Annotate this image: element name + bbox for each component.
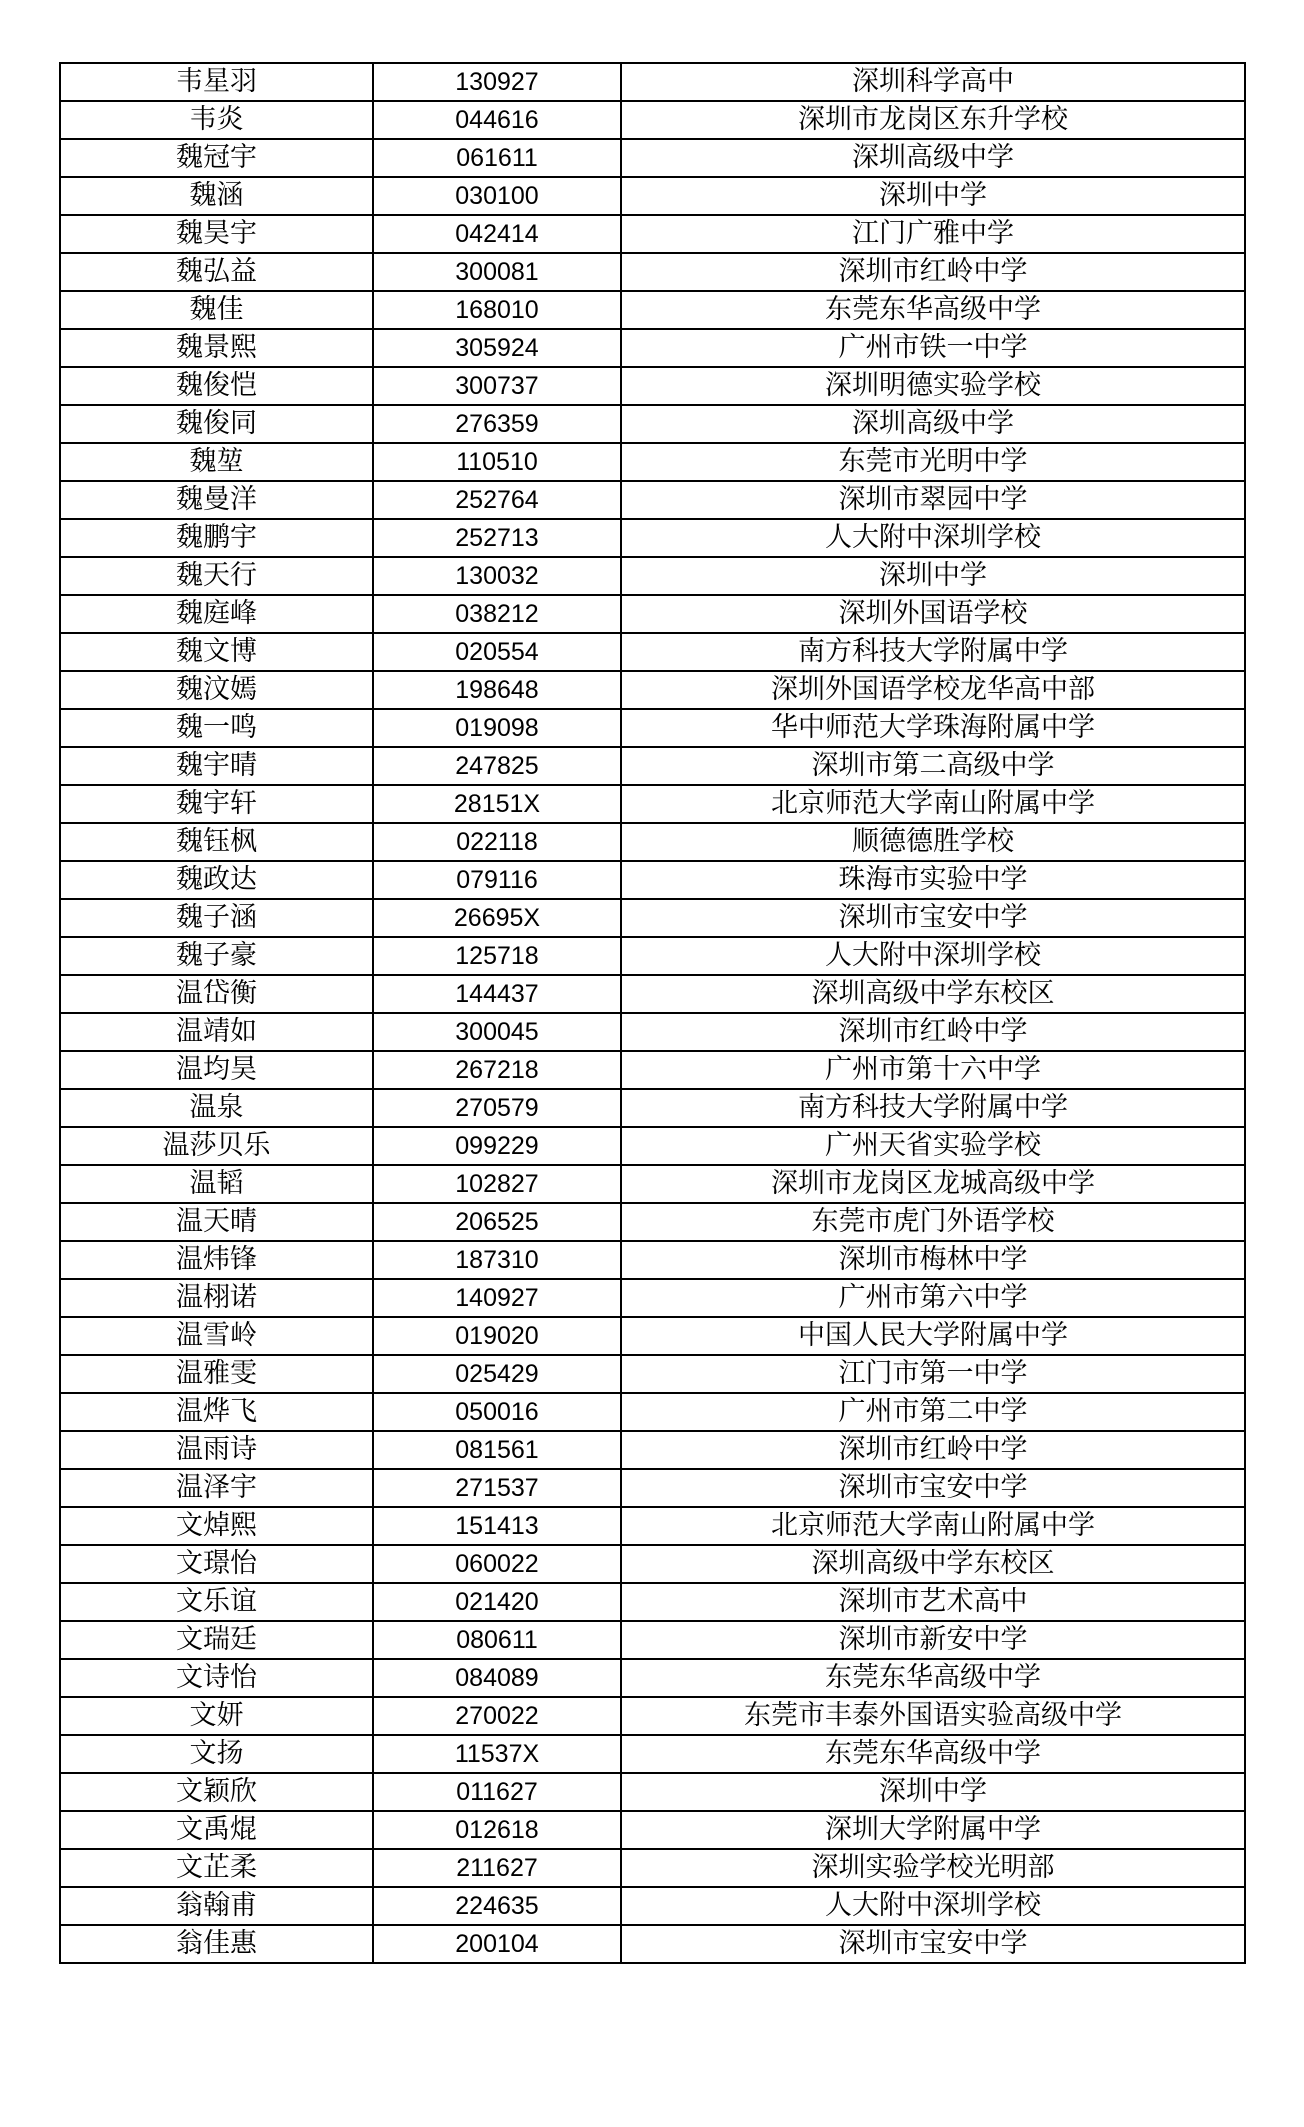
roster-body: [60, 63, 1245, 1963]
student-name-cell: 文禹焜: [60, 1811, 373, 1849]
student-name-cell: 魏宇轩: [60, 785, 373, 823]
table-row: [60, 177, 1245, 215]
student-name-cell: 翁翰甫: [60, 1887, 373, 1925]
table-row: [60, 595, 1245, 633]
school-name-cell: 东莞市丰泰外国语实验高级中学: [621, 1697, 1245, 1735]
student-name-cell: 文诗怡: [60, 1659, 373, 1697]
student-name-cell: 温泽宇: [60, 1469, 373, 1507]
student-name-cell: 文璟怡: [60, 1545, 373, 1583]
school-name-cell: 深圳市翠园中学: [621, 481, 1245, 519]
school-name-cell: 江门广雅中学: [621, 215, 1245, 253]
student-name-cell: 文芷柔: [60, 1849, 373, 1887]
student-id-cell: 130032: [373, 557, 621, 595]
student-id-cell: 079116: [373, 861, 621, 899]
school-name-cell: 深圳市宝安中学: [621, 899, 1245, 937]
student-name-cell: 文乐谊: [60, 1583, 373, 1621]
school-name-cell: 东莞市虎门外语学校: [621, 1203, 1245, 1241]
student-id-cell: 081561: [373, 1431, 621, 1469]
table-row: [60, 481, 1245, 519]
table-row: [60, 823, 1245, 861]
table-row: [60, 139, 1245, 177]
student-name-cell: 文妍: [60, 1697, 373, 1735]
student-id-cell: 080611: [373, 1621, 621, 1659]
school-name-cell: 江门市第一中学: [621, 1355, 1245, 1393]
student-id-cell: 276359: [373, 405, 621, 443]
table-row: [60, 633, 1245, 671]
student-name-cell: 魏政达: [60, 861, 373, 899]
table-row: [60, 215, 1245, 253]
student-id-cell: 300737: [373, 367, 621, 405]
school-name-cell: 南方科技大学附属中学: [621, 1089, 1245, 1127]
table-row: [60, 861, 1245, 899]
table-row: [60, 1583, 1245, 1621]
student-id-cell: 211627: [373, 1849, 621, 1887]
student-id-cell: 144437: [373, 975, 621, 1013]
student-id-cell: 198648: [373, 671, 621, 709]
table-row: [60, 1089, 1245, 1127]
student-id-cell: 020554: [373, 633, 621, 671]
student-name-cell: 魏庭峰: [60, 595, 373, 633]
student-id-cell: 267218: [373, 1051, 621, 1089]
school-name-cell: 人大附中深圳学校: [621, 1887, 1245, 1925]
school-name-cell: 中国人民大学附属中学: [621, 1317, 1245, 1355]
table-row: [60, 747, 1245, 785]
table-row: [60, 101, 1245, 139]
table-row: [60, 671, 1245, 709]
student-name-cell: 魏曼洋: [60, 481, 373, 519]
student-id-cell: 012618: [373, 1811, 621, 1849]
student-id-cell: 151413: [373, 1507, 621, 1545]
school-name-cell: 人大附中深圳学校: [621, 519, 1245, 557]
school-name-cell: 深圳科学高中: [621, 63, 1245, 101]
school-name-cell: 深圳中学: [621, 177, 1245, 215]
student-name-cell: 魏景熙: [60, 329, 373, 367]
student-id-cell: 042414: [373, 215, 621, 253]
student-id-cell: 099229: [373, 1127, 621, 1165]
student-id-cell: 252713: [373, 519, 621, 557]
student-name-cell: 魏冠宇: [60, 139, 373, 177]
student-id-cell: 060022: [373, 1545, 621, 1583]
student-id-cell: 305924: [373, 329, 621, 367]
student-name-cell: 翁佳惠: [60, 1925, 373, 1963]
table-row: [60, 1773, 1245, 1811]
student-id-cell: 125718: [373, 937, 621, 975]
student-id-cell: 11537X: [373, 1735, 621, 1773]
table-row: [60, 253, 1245, 291]
student-id-cell: 28151X: [373, 785, 621, 823]
school-name-cell: 深圳市艺术高中: [621, 1583, 1245, 1621]
school-name-cell: 深圳高级中学东校区: [621, 975, 1245, 1013]
student-id-cell: 200104: [373, 1925, 621, 1963]
student-name-cell: 温均昊: [60, 1051, 373, 1089]
student-name-cell: 温雅雯: [60, 1355, 373, 1393]
student-id-cell: 102827: [373, 1165, 621, 1203]
student-id-cell: 019020: [373, 1317, 621, 1355]
student-name-cell: 温天晴: [60, 1203, 373, 1241]
student-name-cell: 魏堃: [60, 443, 373, 481]
table-row: [60, 1279, 1245, 1317]
table-row: [60, 1051, 1245, 1089]
student-name-cell: 温韬: [60, 1165, 373, 1203]
school-name-cell: 深圳高级中学: [621, 405, 1245, 443]
student-name-cell: 魏弘益: [60, 253, 373, 291]
table-row: [60, 1735, 1245, 1773]
student-name-cell: 文扬: [60, 1735, 373, 1773]
table-row: [60, 443, 1245, 481]
table-row: [60, 1241, 1245, 1279]
table-row: [60, 1621, 1245, 1659]
school-name-cell: 广州市第六中学: [621, 1279, 1245, 1317]
student-name-cell: 魏汶嫣: [60, 671, 373, 709]
student-id-cell: 011627: [373, 1773, 621, 1811]
table-row: [60, 557, 1245, 595]
school-name-cell: 深圳大学附属中学: [621, 1811, 1245, 1849]
school-name-cell: 深圳明德实验学校: [621, 367, 1245, 405]
table-row: [60, 1355, 1245, 1393]
table-row: [60, 1887, 1245, 1925]
table-row: [60, 785, 1245, 823]
student-id-cell: 271537: [373, 1469, 621, 1507]
student-name-cell: 韦炎: [60, 101, 373, 139]
school-name-cell: 东莞东华高级中学: [621, 1735, 1245, 1773]
student-id-cell: 110510: [373, 443, 621, 481]
school-name-cell: 深圳市红岭中学: [621, 1013, 1245, 1051]
table-row: [60, 367, 1245, 405]
school-name-cell: 深圳中学: [621, 557, 1245, 595]
table-row: [60, 291, 1245, 329]
school-name-cell: 人大附中深圳学校: [621, 937, 1245, 975]
student-id-cell: 187310: [373, 1241, 621, 1279]
table-row: [60, 1317, 1245, 1355]
student-id-cell: 130927: [373, 63, 621, 101]
student-id-cell: 050016: [373, 1393, 621, 1431]
table-row: [60, 1545, 1245, 1583]
student-id-cell: 300045: [373, 1013, 621, 1051]
student-id-cell: 168010: [373, 291, 621, 329]
student-name-cell: 温雪岭: [60, 1317, 373, 1355]
student-name-cell: 魏文博: [60, 633, 373, 671]
student-name-cell: 魏钰枫: [60, 823, 373, 861]
roster-table: [59, 62, 1246, 1964]
table-row: [60, 1697, 1245, 1735]
student-id-cell: 019098: [373, 709, 621, 747]
student-id-cell: 022118: [373, 823, 621, 861]
table-row: [60, 1659, 1245, 1697]
student-id-cell: 26695X: [373, 899, 621, 937]
student-id-cell: 270579: [373, 1089, 621, 1127]
student-name-cell: 温泉: [60, 1089, 373, 1127]
school-name-cell: 深圳实验学校光明部: [621, 1849, 1245, 1887]
student-name-cell: 魏鹏宇: [60, 519, 373, 557]
table-row: [60, 1469, 1245, 1507]
table-row: [60, 1393, 1245, 1431]
school-name-cell: 深圳高级中学: [621, 139, 1245, 177]
student-name-cell: 温莎贝乐: [60, 1127, 373, 1165]
student-name-cell: 文颖欣: [60, 1773, 373, 1811]
school-name-cell: 深圳市龙岗区龙城高级中学: [621, 1165, 1245, 1203]
student-name-cell: 魏一鸣: [60, 709, 373, 747]
school-name-cell: 深圳高级中学东校区: [621, 1545, 1245, 1583]
student-name-cell: 文焯熙: [60, 1507, 373, 1545]
student-name-cell: 温栩诺: [60, 1279, 373, 1317]
student-name-cell: 魏宇晴: [60, 747, 373, 785]
table-row: [60, 1203, 1245, 1241]
school-name-cell: 深圳市宝安中学: [621, 1925, 1245, 1963]
student-name-cell: 魏昊宇: [60, 215, 373, 253]
school-name-cell: 深圳市红岭中学: [621, 1431, 1245, 1469]
table-row: [60, 63, 1245, 101]
table-row: [60, 899, 1245, 937]
table-row: [60, 1925, 1245, 1963]
student-id-cell: 270022: [373, 1697, 621, 1735]
student-name-cell: 温靖如: [60, 1013, 373, 1051]
student-name-cell: 韦星羽: [60, 63, 373, 101]
student-id-cell: 021420: [373, 1583, 621, 1621]
student-name-cell: 温炜锋: [60, 1241, 373, 1279]
student-id-cell: 140927: [373, 1279, 621, 1317]
student-id-cell: 247825: [373, 747, 621, 785]
student-id-cell: 224635: [373, 1887, 621, 1925]
student-id-cell: 252764: [373, 481, 621, 519]
school-name-cell: 东莞东华高级中学: [621, 1659, 1245, 1697]
student-name-cell: 魏子豪: [60, 937, 373, 975]
school-name-cell: 深圳市红岭中学: [621, 253, 1245, 291]
table-row: [60, 1431, 1245, 1469]
table-row: [60, 1849, 1245, 1887]
table-row: [60, 975, 1245, 1013]
school-name-cell: 广州市第二中学: [621, 1393, 1245, 1431]
student-name-cell: 魏俊同: [60, 405, 373, 443]
student-id-cell: 061611: [373, 139, 621, 177]
school-name-cell: 北京师范大学南山附属中学: [621, 785, 1245, 823]
student-name-cell: 魏天行: [60, 557, 373, 595]
student-name-cell: 魏涵: [60, 177, 373, 215]
school-name-cell: 顺德德胜学校: [621, 823, 1245, 861]
table-row: [60, 519, 1245, 557]
student-id-cell: 030100: [373, 177, 621, 215]
school-name-cell: 深圳市新安中学: [621, 1621, 1245, 1659]
student-name-cell: 温雨诗: [60, 1431, 373, 1469]
student-id-cell: 025429: [373, 1355, 621, 1393]
school-name-cell: 东莞东华高级中学: [621, 291, 1245, 329]
school-name-cell: 珠海市实验中学: [621, 861, 1245, 899]
school-name-cell: 东莞市光明中学: [621, 443, 1245, 481]
student-name-cell: 魏子涵: [60, 899, 373, 937]
table-row: [60, 1507, 1245, 1545]
table-row: [60, 937, 1245, 975]
student-id-cell: 044616: [373, 101, 621, 139]
school-name-cell: 广州天省实验学校: [621, 1127, 1245, 1165]
school-name-cell: 深圳市龙岗区东升学校: [621, 101, 1245, 139]
school-name-cell: 深圳中学: [621, 1773, 1245, 1811]
student-id-cell: 300081: [373, 253, 621, 291]
school-name-cell: 深圳外国语学校龙华高中部: [621, 671, 1245, 709]
table-row: [60, 709, 1245, 747]
table-row: [60, 405, 1245, 443]
school-name-cell: 广州市第十六中学: [621, 1051, 1245, 1089]
school-name-cell: 深圳外国语学校: [621, 595, 1245, 633]
table-row: [60, 1165, 1245, 1203]
table-row: [60, 1013, 1245, 1051]
student-name-cell: 温岱衡: [60, 975, 373, 1013]
table-row: [60, 1811, 1245, 1849]
school-name-cell: 深圳市第二高级中学: [621, 747, 1245, 785]
school-name-cell: 深圳市梅林中学: [621, 1241, 1245, 1279]
school-name-cell: 华中师范大学珠海附属中学: [621, 709, 1245, 747]
school-name-cell: 深圳市宝安中学: [621, 1469, 1245, 1507]
student-id-cell: 038212: [373, 595, 621, 633]
school-name-cell: 南方科技大学附属中学: [621, 633, 1245, 671]
student-name-cell: 魏佳: [60, 291, 373, 329]
student-id-cell: 084089: [373, 1659, 621, 1697]
student-name-cell: 魏俊恺: [60, 367, 373, 405]
table-row: [60, 329, 1245, 367]
table-row: [60, 1127, 1245, 1165]
student-name-cell: 温烨飞: [60, 1393, 373, 1431]
student-id-cell: 206525: [373, 1203, 621, 1241]
school-name-cell: 广州市铁一中学: [621, 329, 1245, 367]
school-name-cell: 北京师范大学南山附属中学: [621, 1507, 1245, 1545]
student-name-cell: 文瑞廷: [60, 1621, 373, 1659]
